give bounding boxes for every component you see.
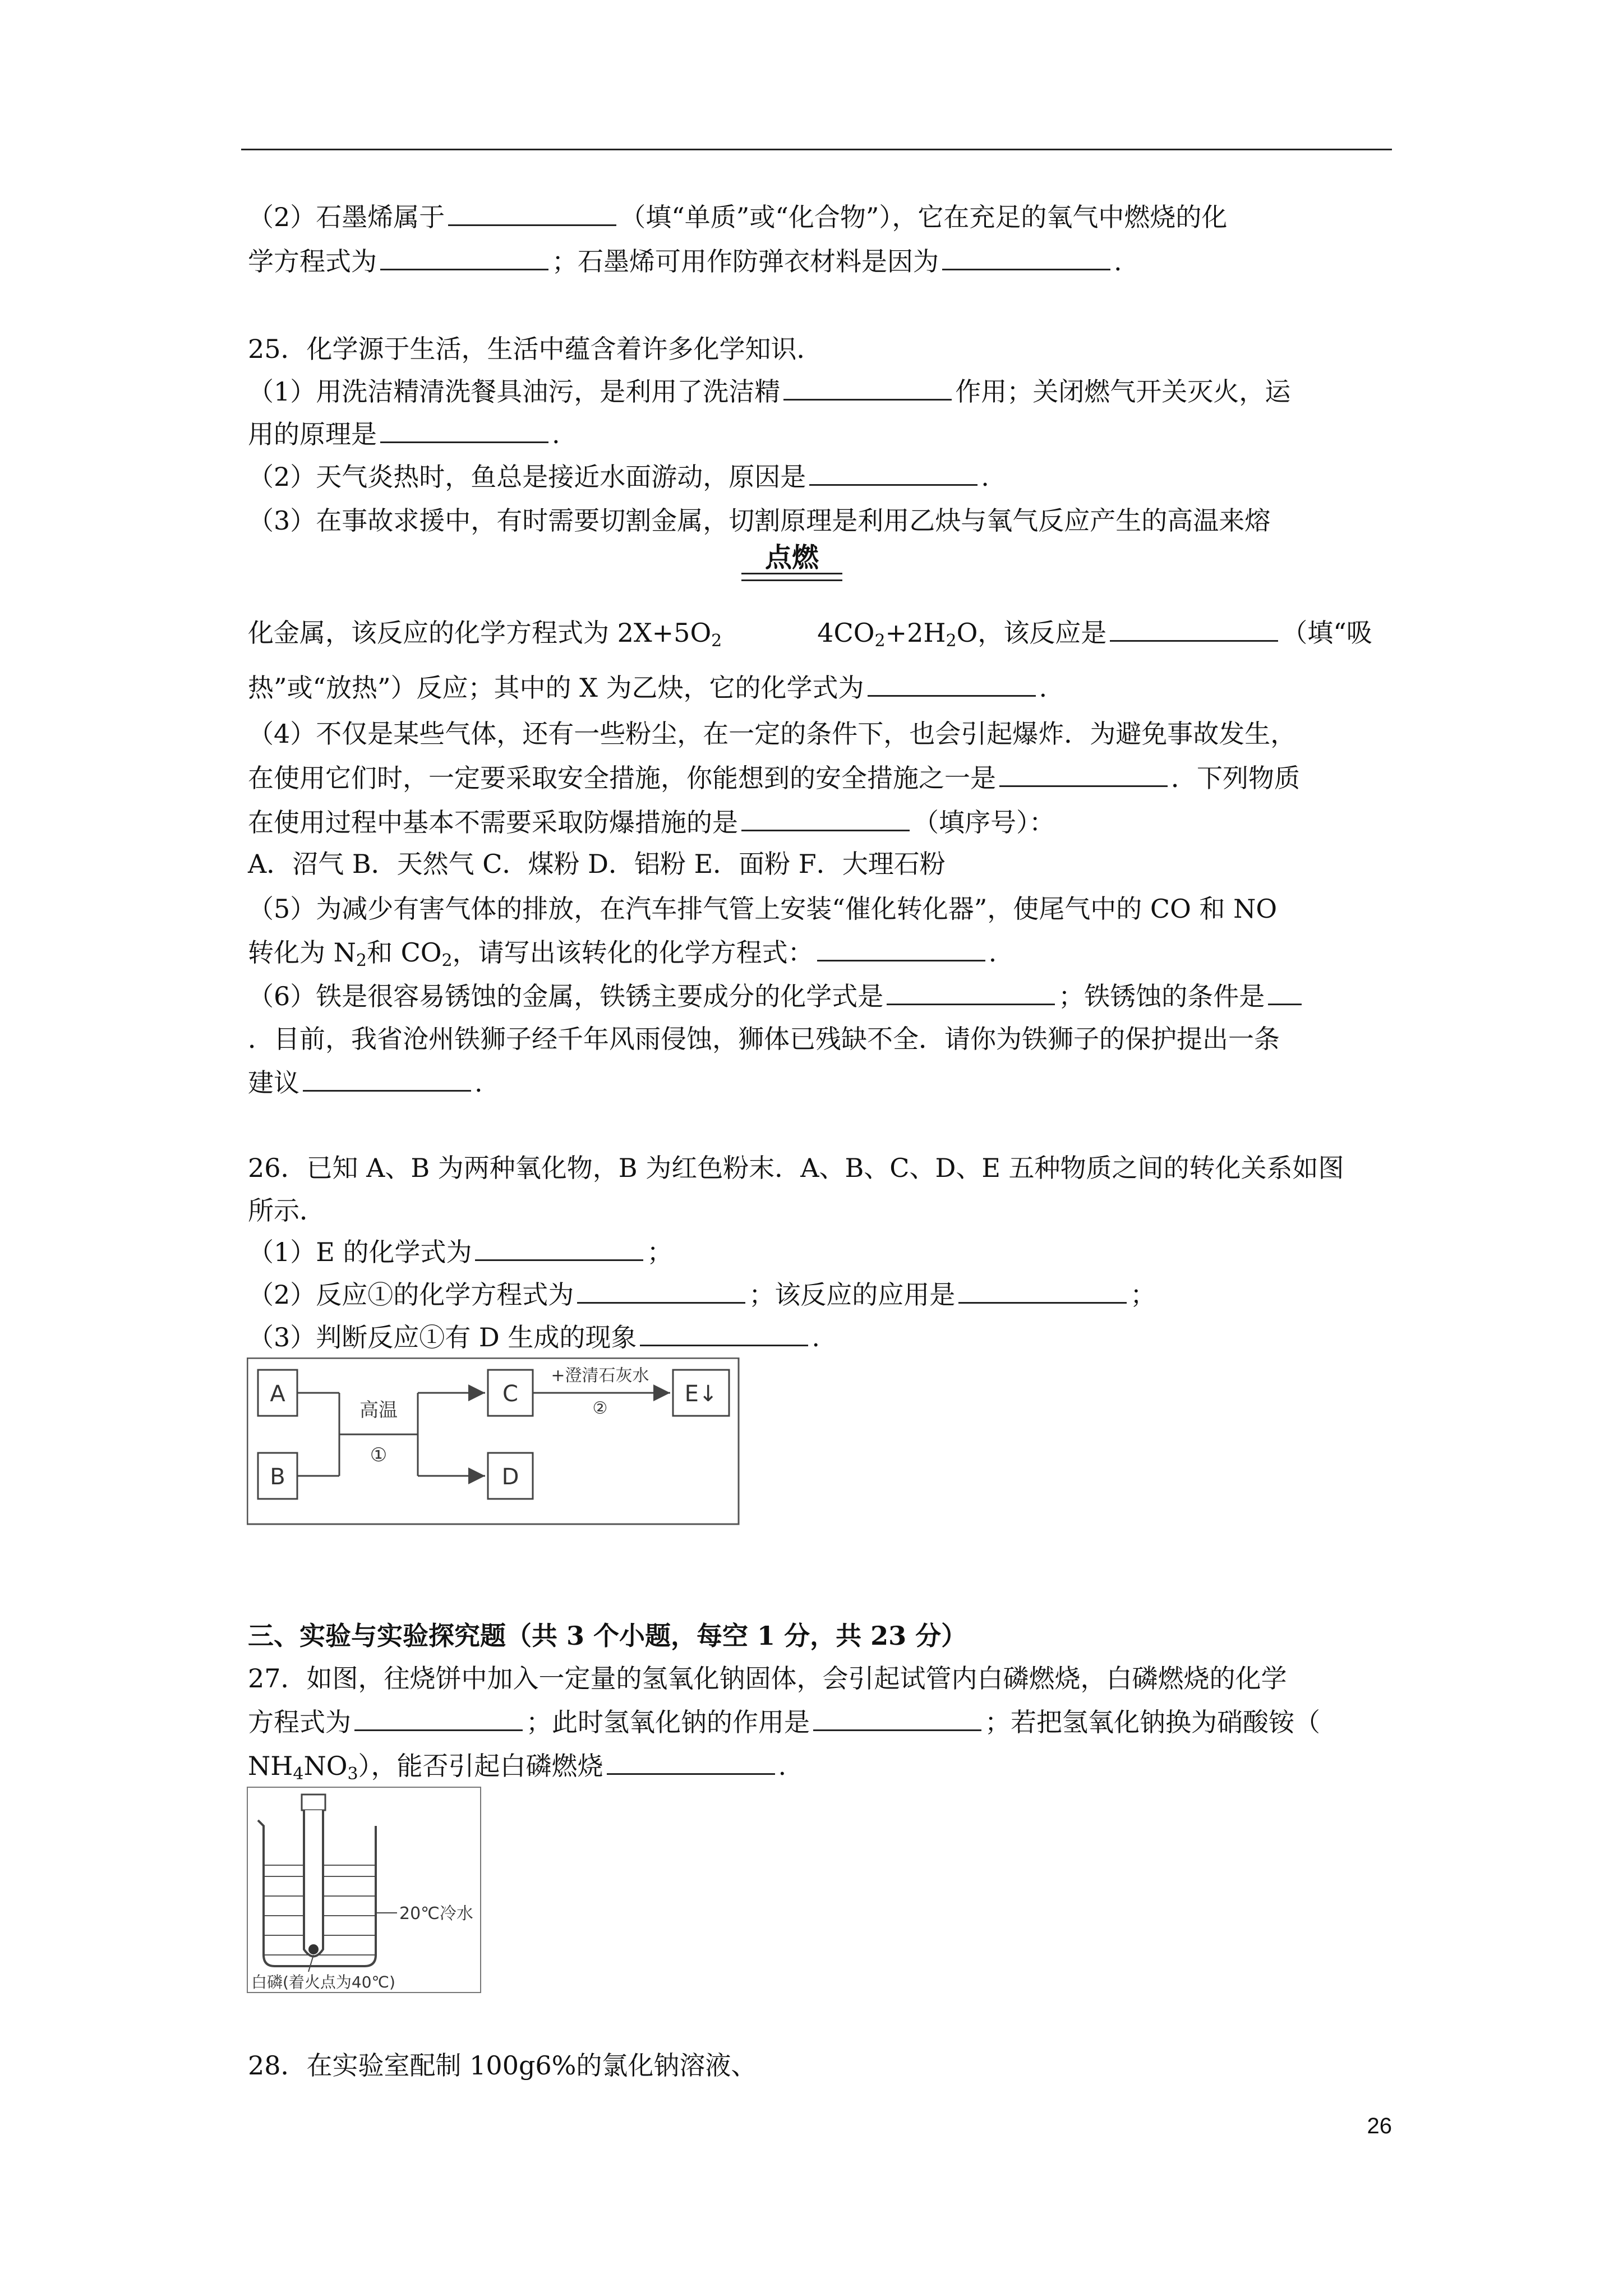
answer-blank[interactable] — [380, 418, 548, 443]
q26-title-line1: 26．已知 A、B 为两种氧化物，B 为红色粉末．A、B、C、D、E 五种物质之间的转化关系如图 — [248, 1153, 1344, 1183]
answer-blank[interactable] — [958, 1278, 1127, 1304]
page-number: 26 — [1367, 2114, 1392, 2138]
q25-p4-options: A．沼气 B．天然气 C．煤粉 D．铝粉 E．面粉 F．大理石粉 — [248, 849, 946, 879]
q25-p4-line3: 在使用过程中基本不需要采取防爆措施的是 （填序号）： — [248, 807, 1055, 838]
answer-blank[interactable] — [942, 245, 1110, 270]
q25-p4-line2: 在使用它们时，一定要采取安全措施，你能想到的安全措施之一是 ．下列物质 — [248, 763, 1300, 793]
answer-blank[interactable] — [448, 201, 616, 226]
equals-bars — [741, 573, 842, 586]
q26-flow-diagram — [247, 1358, 740, 1526]
header-rule — [241, 149, 1392, 150]
section-heading: 三、实验与实验探究题（共 3 个小题，每空 1 分，共 23 分） — [248, 1621, 967, 1651]
q25-p1-line2: 用的原理是 . — [248, 419, 560, 449]
answer-blank[interactable] — [741, 806, 910, 831]
q26-p1: （1）E 的化学式为 ； — [248, 1237, 673, 1267]
answer-blank[interactable] — [809, 461, 978, 486]
figure-frame — [247, 1787, 481, 1993]
condition-label: 点燃 — [764, 542, 819, 573]
answer-blank[interactable] — [783, 375, 952, 401]
q28-line1: 28．在实验室配制 100g6%的氯化钠溶液、 — [248, 2050, 757, 2081]
answer-blank[interactable] — [354, 1706, 523, 1731]
q25-p3-line2: 化金属，该反应的化学方程式为 $2X+5O_2$ $4CO_2+2H_2O$，该反应是 （填“吸 — [248, 618, 1372, 651]
reaction-number-1: ① — [370, 1444, 388, 1466]
tube-stopper — [302, 1795, 325, 1810]
q25-p6-line1: （6）铁是很容易锈蚀的金属，铁锈主要成分的化学式是 ；铁锈蚀的条件是 — [248, 979, 1305, 1013]
answer-blank[interactable] — [303, 1066, 471, 1092]
box-e-label: E↓ — [684, 1381, 718, 1407]
q25-p5-line1: （5）为减少有害气体的排放，在汽车排气管上安装“催化转化器”，使尾气中的 CO 和 NO — [248, 894, 1278, 924]
q26-title-line2: 所示． — [248, 1195, 325, 1226]
answer-blank[interactable] — [999, 762, 1168, 787]
answer-blank[interactable] — [813, 1706, 981, 1731]
answer-blank[interactable] — [1110, 616, 1278, 642]
q26-p3: （3）判断反应①有 D 生成的现象 . — [248, 1322, 820, 1352]
answer-blank[interactable] — [577, 1278, 745, 1304]
answer-blank[interactable] — [887, 980, 1055, 1005]
answer-blank[interactable] — [1268, 980, 1302, 1005]
answer-blank[interactable] — [640, 1321, 808, 1346]
condition-high-temp: 高温 — [359, 1399, 398, 1421]
q25-p5-line2: 转化为 $N_2$和 $CO_2$，请写出该转化的化学方程式： . — [248, 937, 997, 970]
reaction-number-2: ② — [592, 1398, 608, 1418]
q26-p2: （2）反应①的化学方程式为 ；该反应的应用是 ； — [248, 1280, 1156, 1310]
q25-p6-line3: 建议 . — [248, 1068, 483, 1098]
reaction-condition — [741, 536, 842, 574]
q25-p2: （2）天气炎热时，鱼总是接近水面游动，原因是 . — [248, 462, 989, 492]
q27-beaker-figure — [247, 1787, 482, 1994]
q27-line3: $NH_4NO_3$），能否引起白磷燃烧 . — [248, 1751, 787, 1784]
answer-blank[interactable] — [475, 1236, 643, 1261]
box-b-label: B — [270, 1464, 285, 1490]
test-tube — [304, 1810, 323, 1957]
box-c-label: C — [502, 1381, 518, 1407]
q24-line1: （2）石墨烯属于 （填“单质”或“化合物”），它在充足的氧气中燃烧的化 — [248, 202, 1228, 232]
q25-p6-line2: ．目前，我省沧州铁狮子经千年风雨侵蚀，狮体已残缺不全．请你为铁狮子的保护提出一条 — [248, 1024, 1280, 1054]
answer-blank[interactable] — [817, 936, 985, 961]
q24-line2: 学方程式为 ；石墨烯可用作防弹衣材料是因为 . — [248, 246, 1122, 277]
answer-blank[interactable] — [607, 1750, 775, 1775]
q25-p3-line3: 热”或“放热”）反应；其中的 X 为乙炔，它的化学式为 . — [248, 673, 1048, 703]
q27-line1: 27．如图，往烧饼中加入一定量的氢氧化钠固体，会引起试管内白磷燃烧，白磷燃烧的化学 — [248, 1663, 1287, 1694]
q25-p3-line1: （3）在事故求援中，有时需要切割金属，切割原理是利用乙炔与氧气反应产生的高温来熔 — [248, 505, 1271, 536]
phosphorus-label: 白磷(着火点为40℃) — [251, 1973, 395, 1991]
white-phosphorus — [308, 1944, 319, 1954]
box-d-label: D — [501, 1464, 519, 1490]
box-a-label: A — [270, 1381, 285, 1407]
water-label: 20℃冷水 — [399, 1904, 473, 1924]
q27-line2: 方程式为 ；此时氢氧化钠的作用是 ；若把氢氧化钠换为硝酸铵（ — [248, 1707, 1320, 1737]
answer-blank[interactable] — [868, 671, 1036, 697]
q25-p4-line1: （4）不仅是某些气体，还有一些粉尘，在一定的条件下，也会引起爆炸．为避免事故发生， — [248, 719, 1297, 749]
q25-title: 25．化学源于生活，生活中蕴含着许多化学知识． — [248, 334, 823, 364]
condition-limewater: +澄清石灰水 — [551, 1366, 649, 1386]
q25-p1-line1: （1）用洗洁精清洗餐具油污，是利用了洗洁精 作用；关闭燃气开关灭火，运 — [248, 376, 1291, 407]
answer-blank[interactable] — [380, 245, 548, 270]
